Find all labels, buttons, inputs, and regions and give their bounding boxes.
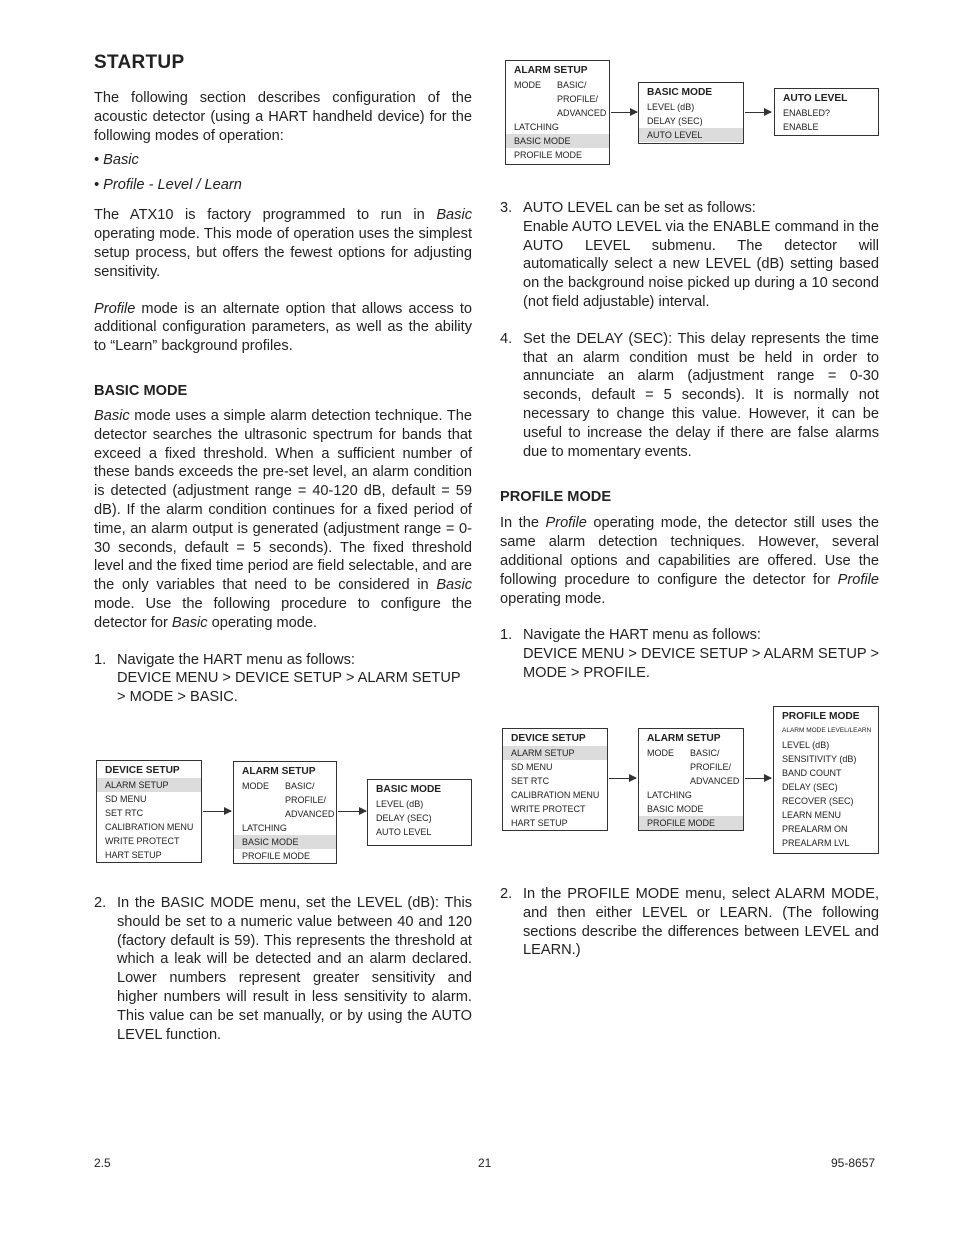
menu-item[interactable]: PREALARM LVL [782,838,850,848]
basic-step-1: 1. Navigate the HART menu as follows: DEVICE MENU > DEVICE SETUP > ALARM SETUP > MODE > BASIC. [94,651,461,706]
menu-item[interactable]: RECOVER (SEC) [782,796,854,806]
menu-item[interactable]: SENSITIVITY (dB) [782,754,857,764]
arrow-icon [745,778,771,779]
device-setup-menu-profile: DEVICE SETUP ALARM SETUP SD MENU SET RTC CALIBRATION MENU WRITE PROTECT HART SETUP [502,728,608,831]
menu-item[interactable]: LATCHING [514,122,559,132]
menu-item[interactable]: PROFILE MODE [242,851,311,861]
menu-item[interactable]: LATCHING [242,823,287,833]
basic-mode-paragraph: Basic mode uses a simple alarm detection technique. The detector searches the ultrasonic spectrum for bands that exceed a fixed threshold. When a sufficient number of these bands exceeds the pre-set level, an alarm condition is detected (adjustment range = 40-120 dB, default = 59 dB). If the alarm condition continues for a fixed period of time, an alarm output is generated (adjustment range = 0-30 seconds, default = 5 seconds). The fixed threshold level and the fixed time period are field selectable, and are the only variables that need to be considered in Basic mode. Use the following procedure to configure the detector for Basic operating mode. [94,407,472,631]
list-item: • Basic [94,152,139,169]
menu-item[interactable]: PROFILE MODE [514,150,583,160]
alarm-setup-menu-top: ALARM SETUP MODE BASIC/ PROFILE/ ADVANCED LATCHING BASIC MODE PROFILE MODE [505,60,610,165]
profile-step-1: 1. Navigate the HART menu as follows: DEVICE MENU > DEVICE SETUP > ALARM SETUP > MODE > PROFILE. [500,627,879,681]
arrow-icon [338,811,366,812]
arrow-icon [609,778,636,779]
footer-page-number: 21 [478,1156,492,1170]
menu-item[interactable]: SD MENU [511,762,553,772]
basic-mode-heading: BASIC MODE [94,382,188,399]
arrow-icon [611,112,637,113]
basic-step-2: 2. In the BASIC MODE menu, set the LEVEL (dB): This should be set to a numeric value between 40 and 120 (factory default is 59). This represents the threshold at which a leak will be detected and an alarm declared. Lower numbers represent greater sensitivity and higher numbers will result in less sensitivity to alarm. This value can be set manually, or by using the AUTO LEVEL function. [94,895,472,1043]
left-column [94,89,472,707]
profile-step-2-container [500,885,879,960]
menu-item[interactable]: LEVEL (dB) [376,799,424,809]
menu-item[interactable]: DELAY (SEC) [647,116,703,126]
page-title: STARTUP [94,52,185,73]
menu-item[interactable]: CALIBRATION MENU [105,822,194,832]
menu-item[interactable]: SET RTC [511,776,550,786]
menu-item[interactable]: SD MENU [105,794,147,804]
menu-item[interactable]: WRITE PROTECT [105,836,180,846]
basic-step-2-container [94,894,472,1044]
menu-item[interactable]: ENABLED? [783,108,831,118]
menu-item[interactable]: WRITE PROTECT [511,804,586,814]
alarm-setup-menu-profile: ALARM SETUP MODE BASIC/ PROFILE/ ADVANCED LATCHING BASIC MODE PROFILE MODE [638,728,744,831]
menu-item[interactable]: LEVEL (dB) [782,740,830,750]
menu-item[interactable]: ENABLE [783,122,819,132]
profile-mode-menu: PROFILE MODE ALARM MODE LEVEL/LEARN LEVEL (dB) SENSITIVITY (dB) BAND COUNT DELAY (SEC) RECOVER (SEC) LEARN MENU PREALARM ON PREALARM LVL [773,706,879,854]
arrow-icon [203,811,231,812]
profile-step-2: 2. In the PROFILE MODE menu, select ALARM MODE, and then either LEVEL or LEARN. (The following sections describe the differences between LEVEL and LEARN.) [500,886,879,959]
profile-paragraph: Profile mode is an alternate option that allows access to additional configuration parameters, as well as the ability to “Learn” background profiles. [94,300,472,355]
menu-item[interactable]: HART SETUP [511,818,568,828]
menu-item[interactable]: BASIC MODE [234,835,336,849]
menu-item[interactable]: BASIC MODE [647,804,704,814]
mode-list [94,151,472,194]
intro-paragraph: The following section describes configuration of the acoustic detector (using a HART handheld device) for the following modes of operation: [94,90,472,144]
menu-item[interactable]: PROFILE MODE [639,816,743,830]
menu-item[interactable]: CALIBRATION MENU [511,790,600,800]
menu-item[interactable]: DELAY (SEC) [782,782,838,792]
menu-item[interactable]: AUTO LEVEL [639,128,743,142]
menu-item[interactable]: LEARN MENU [782,810,842,820]
menu-item[interactable]: LEVEL (dB) [647,102,695,112]
menu-item[interactable]: SET RTC [105,808,144,818]
menu-item[interactable]: ALARM SETUP [503,746,607,760]
profile-mode-heading: PROFILE MODE [500,489,612,506]
basic-step-4: 4. Set the DELAY (SEC): This delay represents the time that an alarm condition must be held in order to annunciate an alarm (adjustment range = 0-30 seconds, default = 5 seconds). It is normally not necessary to change this value. However, it can be useful to increase the delay if there are false alarms due to momentary events. [500,330,879,460]
basic-step-3: 3. AUTO LEVEL can be set as follows: Enable AUTO LEVEL via the ENABLE command in the AUTO LEVEL submenu. The detector will automatically select a new LEVEL (dB) setting based on the background noise picked up during a 10 second (not field adjustable) interval. [500,200,879,310]
atx10-paragraph: The ATX10 is factory programmed to run in Basic operating mode. This mode of operation uses the simplest setup process, but offers the fewest options for adjusting sensitivity. [94,207,472,280]
basic-mode-menu-top: BASIC MODE LEVEL (dB) DELAY (SEC) AUTO LEVEL [638,82,744,144]
menu-item[interactable]: AUTO LEVEL [376,827,432,837]
menu-item[interactable]: PREALARM ON [782,824,848,834]
alarm-setup-menu: ALARM SETUP MODE BASIC/ PROFILE/ ADVANCED LATCHING BASIC MODE PROFILE MODE [233,761,337,864]
footer-revision: 2.5 [94,1156,111,1170]
device-setup-menu: DEVICE SETUP ALARM SETUP SD MENU SET RTC CALIBRATION MENU WRITE PROTECT HART SETUP [96,760,202,863]
footer-doc-number: 95-8657 [831,1156,876,1170]
auto-level-menu: AUTO LEVEL ENABLED? ENABLE [774,88,879,136]
menu-item[interactable]: DELAY (SEC) [376,813,432,823]
menu-item[interactable]: ALARM MODE LEVEL/LEARN [782,727,872,734]
menu-item[interactable]: BASIC MODE [506,134,609,148]
arrow-icon [745,112,771,113]
menu-item[interactable]: HART SETUP [105,850,162,860]
list-item: • Profile - Level / Learn [94,177,242,194]
menu-item[interactable]: LATCHING [647,790,692,800]
menu-item[interactable]: BAND COUNT [782,768,842,778]
menu-item[interactable]: ALARM SETUP [97,778,201,792]
profile-mode-paragraph: In the Profile operating mode, the detector still uses the same alarm detection techniques. However, several additional options and capabilities are offered. Use the following procedure to configure the detector for Profile operating mode. [500,515,879,607]
basic-mode-menu: BASIC MODE LEVEL (dB) DELAY (SEC) AUTO LEVEL [367,779,472,846]
right-column [500,199,879,683]
